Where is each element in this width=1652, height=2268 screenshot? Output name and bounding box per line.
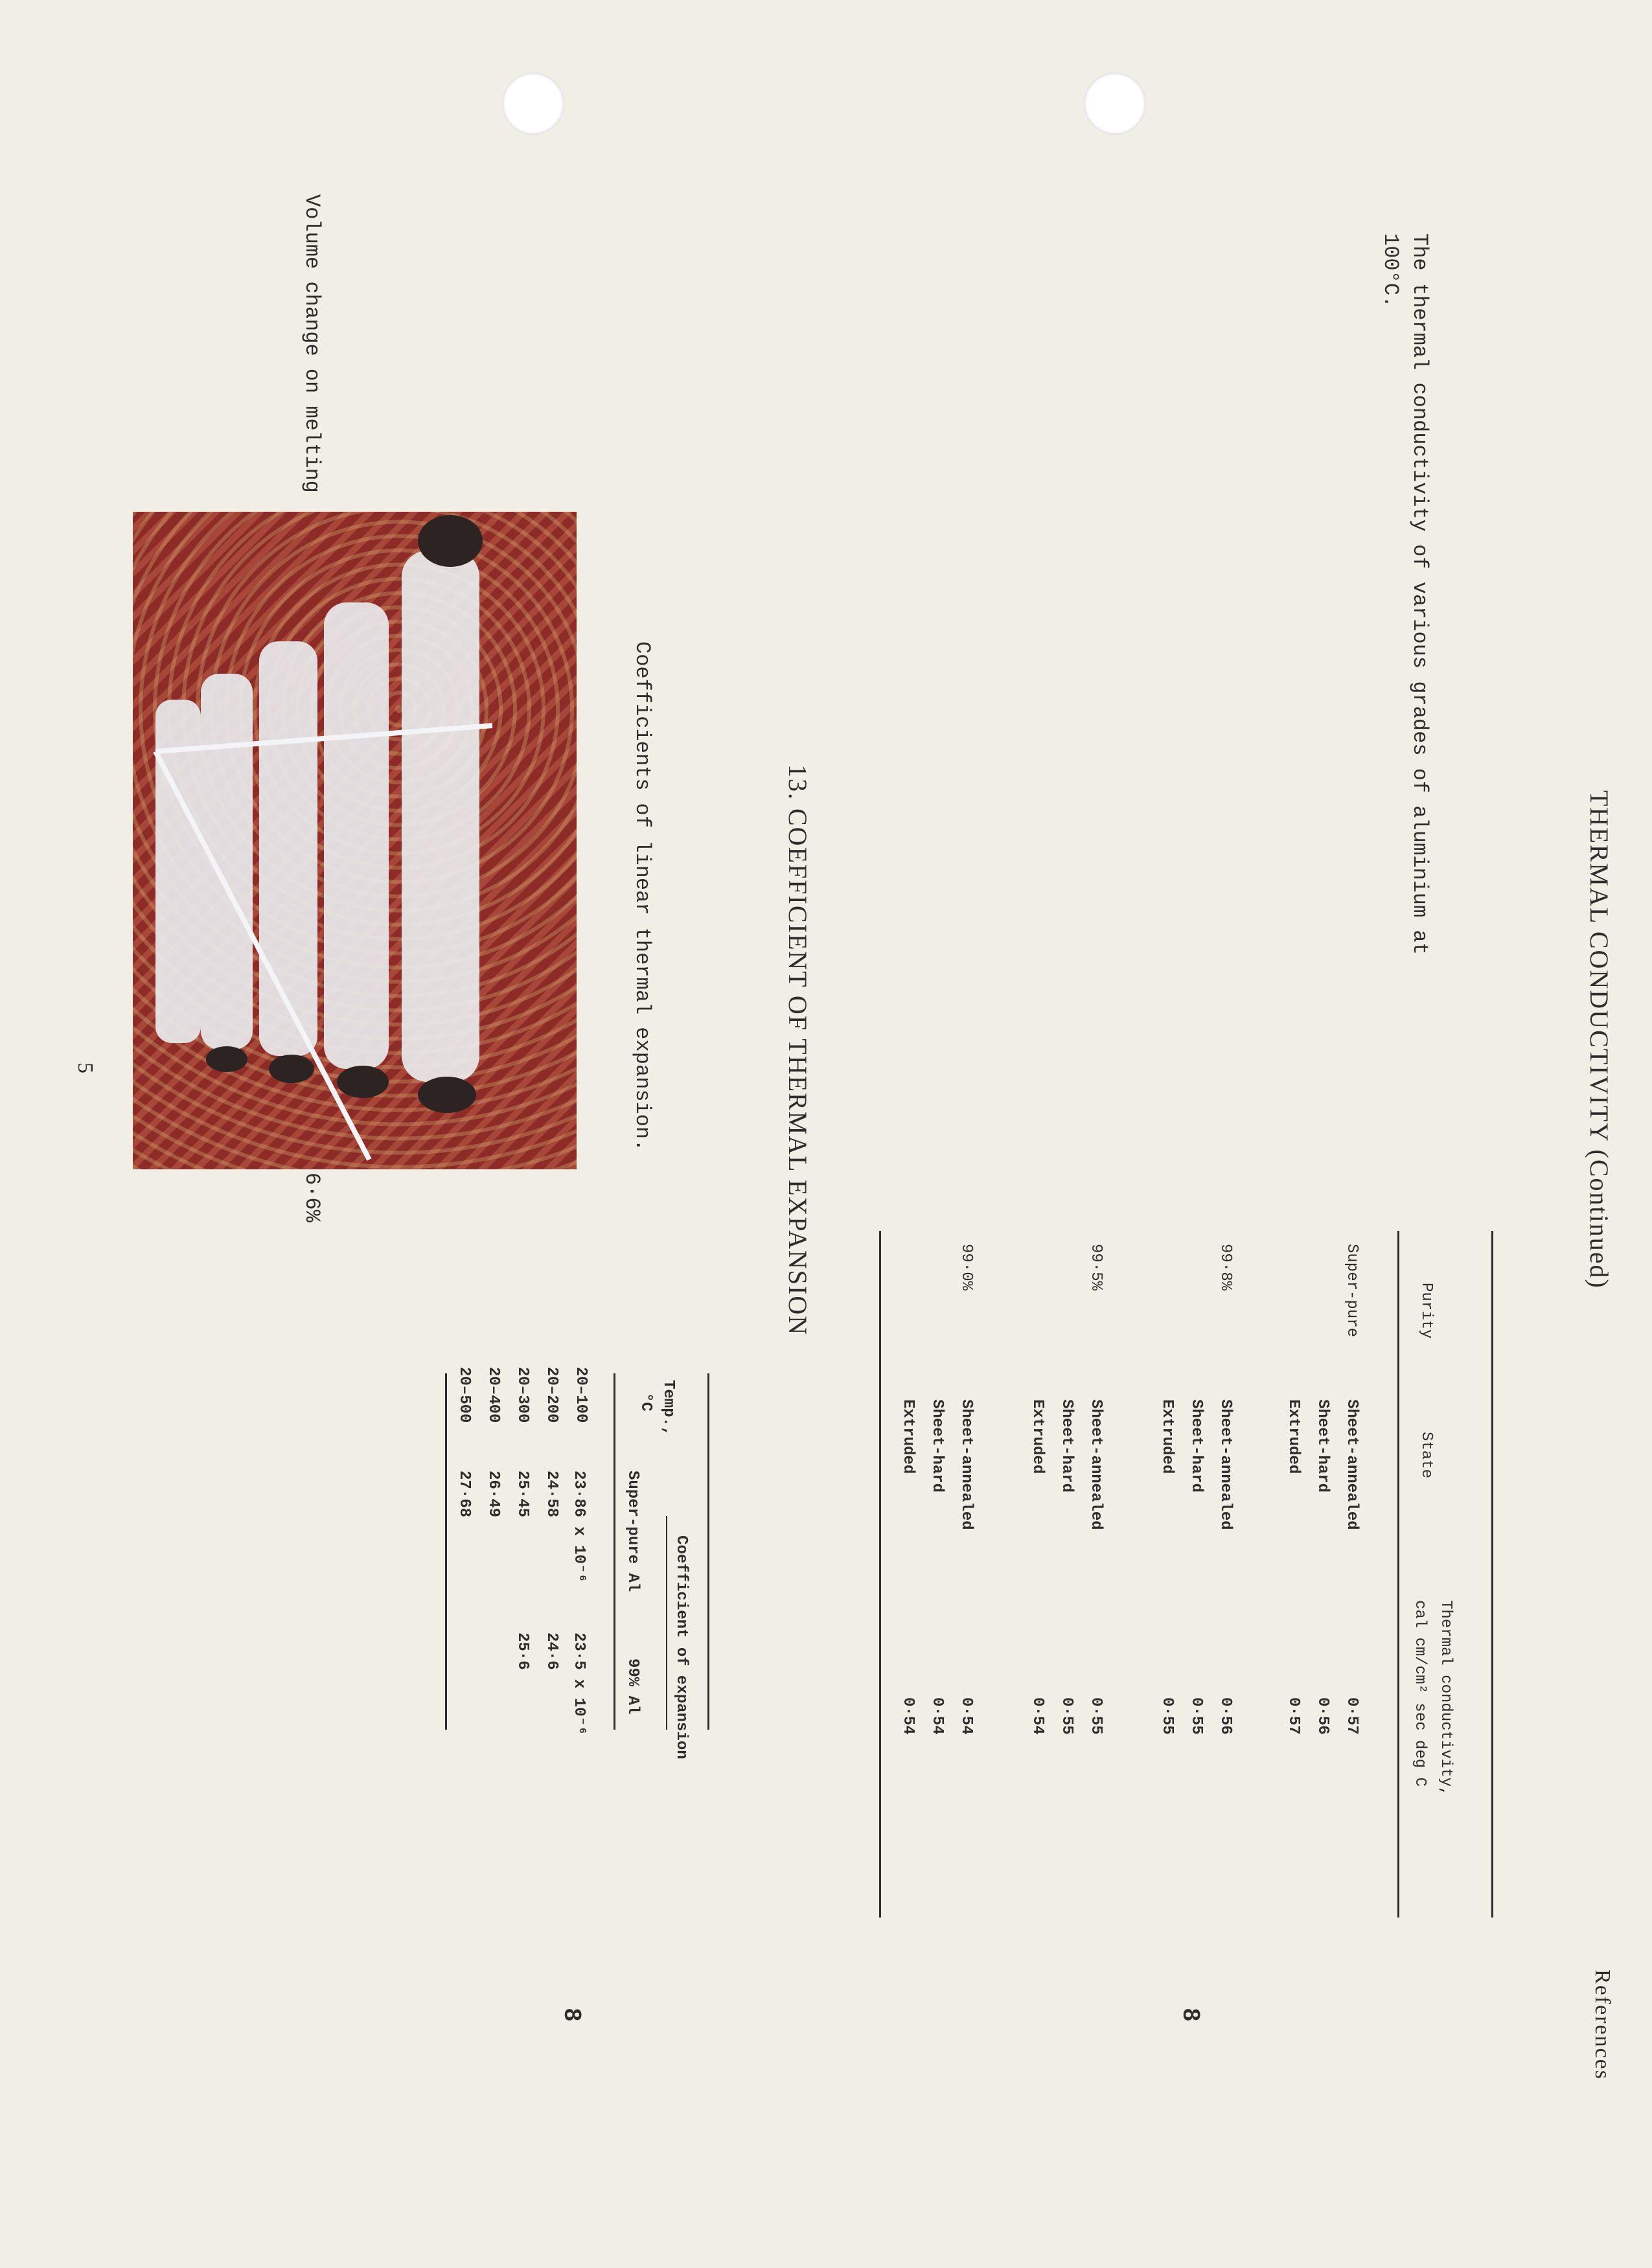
state-cell: Sheet-annealed bbox=[1087, 1399, 1105, 1530]
purity-99-0: 99·0% bbox=[958, 1244, 975, 1291]
col-super-pure: Super-pure Al bbox=[624, 1471, 641, 1592]
temp-cell: 20–100 bbox=[572, 1367, 590, 1423]
value-cell: 0·54 bbox=[928, 1697, 946, 1735]
value-cell: 0·55 bbox=[1058, 1697, 1075, 1735]
value-cell: 0·55 bbox=[1158, 1697, 1176, 1735]
intro-line-1: The thermal conductivity of various grades of aluminium at bbox=[1408, 233, 1432, 955]
volume-change-label: Volume change on melting bbox=[300, 194, 324, 493]
page-number: 5 bbox=[73, 1062, 97, 1073]
value-cell: 0·56 bbox=[1217, 1697, 1234, 1735]
value-cell: 0·55 bbox=[1187, 1697, 1205, 1735]
state-cell: Extruded bbox=[1285, 1399, 1302, 1474]
col-purity: Purity bbox=[1417, 1283, 1435, 1339]
photo-image bbox=[133, 512, 577, 1169]
col-99-al: 99% Al bbox=[624, 1658, 641, 1715]
value-cell: 0·56 bbox=[1314, 1697, 1331, 1735]
state-cell: Sheet-hard bbox=[928, 1399, 946, 1493]
sp-cell: 26·49 bbox=[485, 1471, 502, 1518]
state-cell: Sheet-annealed bbox=[958, 1399, 975, 1530]
linear-expansion-label: Coefficients of linear thermal expansion. bbox=[630, 641, 654, 1152]
coef-header: Coefficient of expansion bbox=[672, 1535, 690, 1759]
temp-cell: 20–500 bbox=[455, 1367, 473, 1423]
col-conductivity-1: Thermal conductivity, bbox=[1437, 1600, 1454, 1796]
expansion-reference: 8 bbox=[560, 2008, 586, 2022]
col-state: State bbox=[1417, 1432, 1435, 1479]
purity-99-5: 99·5% bbox=[1087, 1244, 1105, 1291]
temp-cell: 20–300 bbox=[514, 1367, 531, 1423]
purity-super-pure: Super-pure bbox=[1343, 1244, 1360, 1338]
al99-cell: 23·5 x 10⁻⁶ bbox=[570, 1632, 588, 1735]
references-label: References bbox=[1590, 1969, 1614, 2081]
value-cell: 0·54 bbox=[899, 1697, 917, 1735]
al99-cell: 25·6 bbox=[514, 1632, 531, 1670]
value-cell: 0·57 bbox=[1343, 1697, 1360, 1735]
intro-line-2: 100°C. bbox=[1379, 233, 1403, 308]
temp-unit: °C bbox=[637, 1393, 654, 1412]
temp-cell: 20–200 bbox=[543, 1367, 560, 1423]
page-title: THERMAL CONDUCTIVITY (Continued) bbox=[1585, 790, 1614, 1289]
state-cell: Extruded bbox=[1158, 1399, 1176, 1474]
conductivity-reference: 8 bbox=[1178, 2008, 1205, 2022]
temp-cell: 20–400 bbox=[485, 1367, 502, 1423]
value-cell: 0·54 bbox=[958, 1697, 975, 1735]
col-conductivity-2: cal cm/cm² sec deg C bbox=[1411, 1600, 1428, 1787]
volume-change-value: 6·6% bbox=[300, 1173, 324, 1222]
value-cell: 0·57 bbox=[1285, 1697, 1302, 1735]
al99-cell: 24·6 bbox=[543, 1632, 560, 1670]
state-cell: Extruded bbox=[1029, 1399, 1046, 1474]
section-13-title: 13. COEFFICIENT OF THERMAL EXPANSION bbox=[783, 764, 812, 1336]
sp-cell: 24·58 bbox=[543, 1471, 560, 1518]
state-cell: Extruded bbox=[899, 1399, 917, 1474]
state-cell: Sheet-hard bbox=[1314, 1399, 1331, 1493]
sp-cell: 25·45 bbox=[514, 1471, 531, 1518]
state-cell: Sheet-annealed bbox=[1343, 1399, 1360, 1530]
purity-99-8: 99·8% bbox=[1217, 1244, 1234, 1291]
value-cell: 0·55 bbox=[1087, 1697, 1105, 1735]
state-cell: Sheet-annealed bbox=[1217, 1399, 1234, 1530]
sp-cell: 27·68 bbox=[455, 1471, 473, 1518]
state-cell: Sheet-hard bbox=[1187, 1399, 1205, 1493]
value-cell: 0·54 bbox=[1029, 1697, 1046, 1735]
temp-header: Temp., bbox=[660, 1380, 677, 1436]
sp-cell: 23·86 x 10⁻⁶ bbox=[570, 1471, 588, 1583]
state-cell: Sheet-hard bbox=[1058, 1399, 1075, 1493]
